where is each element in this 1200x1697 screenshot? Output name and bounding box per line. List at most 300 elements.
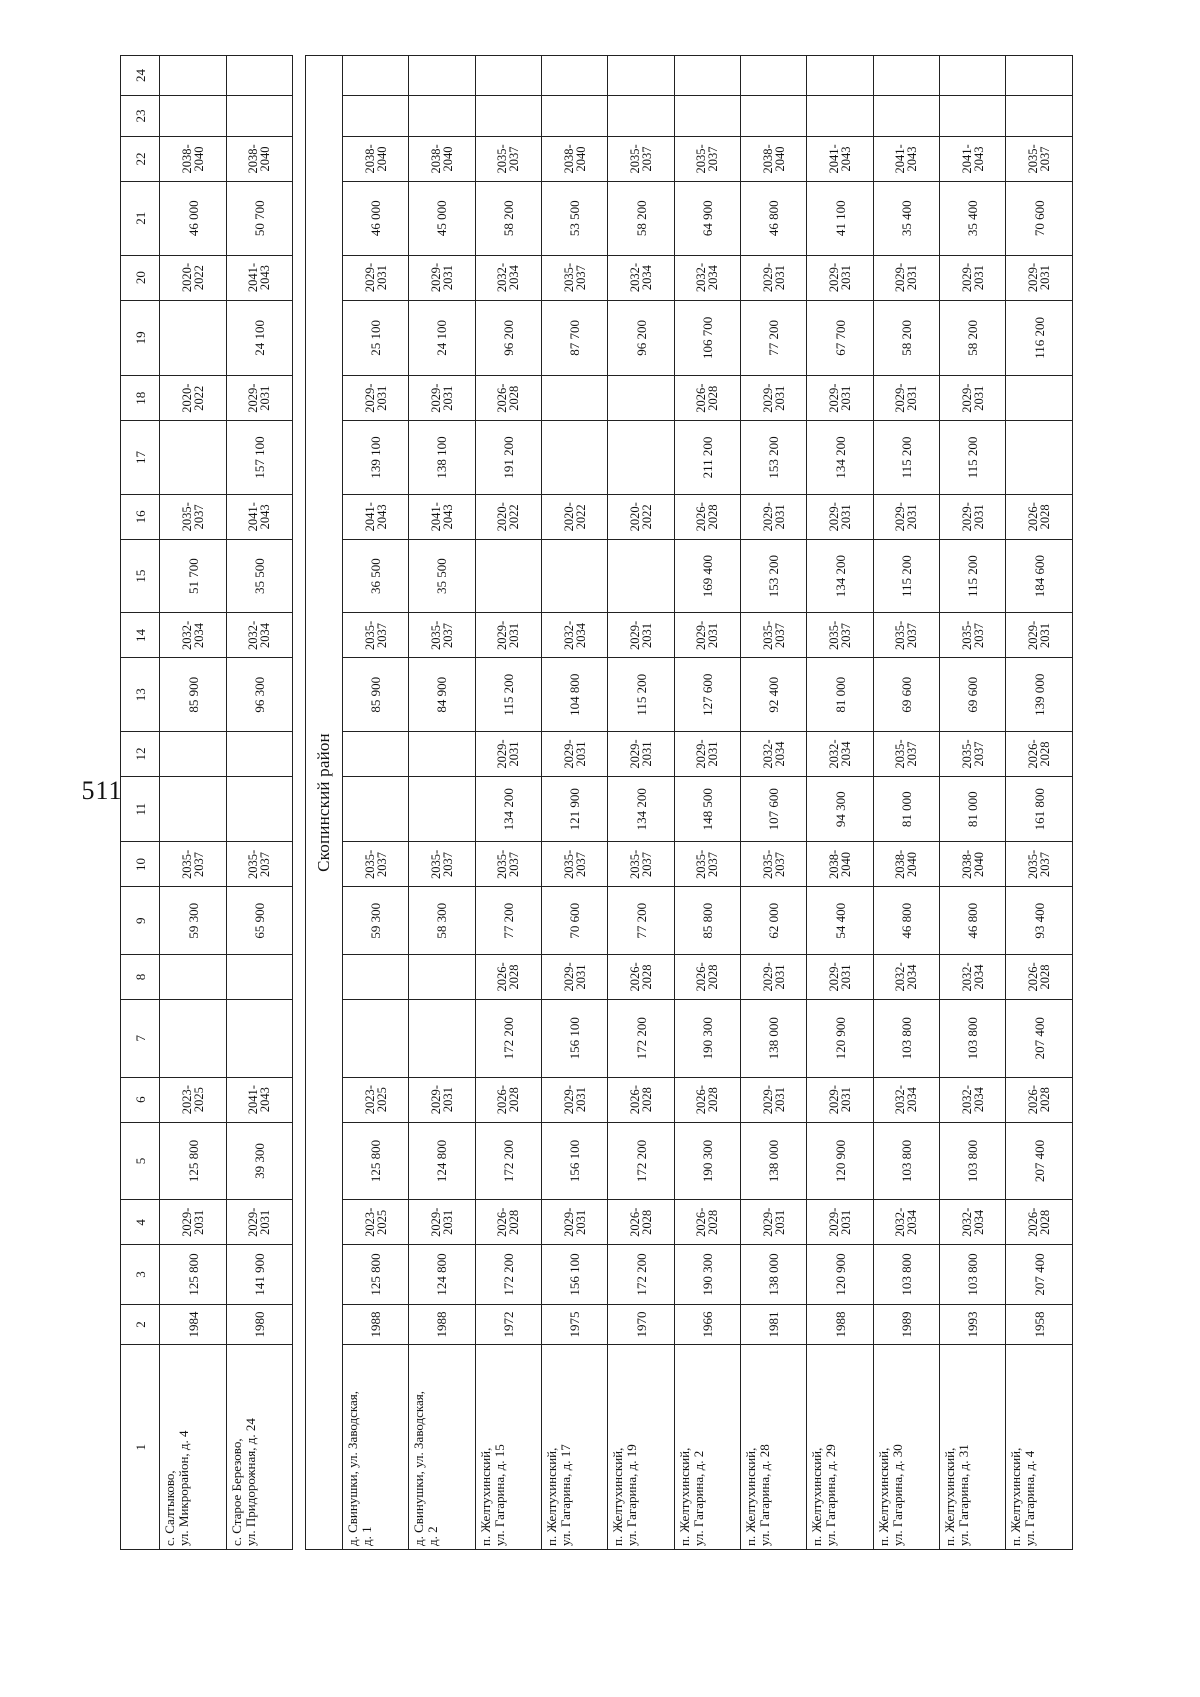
value-cell [160,999,226,1077]
value-cell: 125 800 [342,1245,408,1304]
value-cell: 58 300 [409,887,475,954]
value-cell: 115 200 [940,539,1006,613]
value-cell [608,56,674,96]
value-cell [674,96,740,137]
year-range-cell: 2023- 2025 [160,1077,226,1122]
year-range-cell: 2029- 2031 [541,1200,607,1245]
year-range-cell: 2041- 2043 [940,136,1006,181]
year-range-cell: 2029- 2031 [1006,255,1073,300]
year-range-cell: 2029- 2031 [807,376,873,421]
column-number-cell: 17 [121,421,160,495]
value-cell: 35 500 [226,539,292,613]
value-cell [608,421,674,495]
value-cell: 153 200 [741,539,807,613]
value-cell: 25 100 [342,300,408,376]
value-cell: 45 000 [409,181,475,255]
value-cell: 58 200 [475,181,541,255]
value-cell: 1988 [807,1304,873,1345]
year-range-cell: 2029- 2031 [741,954,807,999]
year-range-cell: 2029- 2031 [807,1200,873,1245]
value-cell: 1988 [342,1304,408,1345]
value-cell: 24 100 [409,300,475,376]
data-table [120,55,1073,1550]
value-cell [409,777,475,842]
value-cell: 50 700 [226,181,292,255]
column-number-cell: 2 [121,1304,160,1345]
year-range-cell: 2035- 2037 [608,136,674,181]
year-range-cell: 2029- 2031 [741,1077,807,1122]
year-range-cell: 2029- 2031 [807,494,873,539]
address-cell: с. Салтыково, ул. Микрорайон, д. 4 [160,1345,226,1550]
table-row [873,56,939,1550]
value-cell [409,56,475,96]
year-range-cell: 2032- 2034 [940,1077,1006,1122]
value-cell: 120 900 [807,1245,873,1304]
value-cell: 85 800 [674,887,740,954]
year-range-cell: 2035- 2037 [873,732,939,777]
value-cell: 148 500 [674,777,740,842]
table-row [741,56,807,1550]
value-cell: 115 200 [475,658,541,732]
value-cell: 172 200 [475,1122,541,1200]
value-cell [160,300,226,376]
year-range-cell: 2035- 2037 [741,842,807,887]
value-cell: 58 200 [608,181,674,255]
value-cell [160,56,226,96]
value-cell: 172 200 [475,1245,541,1304]
year-range-cell: 2032- 2034 [160,613,226,658]
value-cell: 69 600 [873,658,939,732]
address-cell: п. Желтухинский, ул. Гагарина, д. 2 [674,1345,740,1550]
column-number-cell: 13 [121,658,160,732]
table-row [940,56,1006,1550]
value-cell [541,376,607,421]
value-cell [342,999,408,1077]
table-row [1006,56,1073,1550]
value-cell: 77 200 [608,887,674,954]
address-cell: п. Желтухинский, ул. Гагарина, д. 30 [873,1345,939,1550]
value-cell [409,999,475,1077]
year-range-cell: 2026- 2028 [1006,1200,1073,1245]
value-cell [226,954,292,999]
value-cell: 211 200 [674,421,740,495]
year-range-cell: 2026- 2028 [674,1077,740,1122]
year-range-cell: 2041- 2043 [226,255,292,300]
address-cell: п. Желтухинский, ул. Гагарина, д. 28 [741,1345,807,1550]
value-cell: 156 100 [541,999,607,1077]
value-cell: 24 100 [226,300,292,376]
address-cell: с. Старое Березово, ул. Придорожная, д. 24 [226,1345,292,1550]
value-cell: 156 100 [541,1245,607,1304]
value-cell: 172 200 [475,999,541,1077]
year-range-cell: 2038- 2040 [940,842,1006,887]
year-range-cell: 2029- 2031 [608,613,674,658]
year-range-cell: 2029- 2031 [541,1077,607,1122]
value-cell [541,421,607,495]
table-row [608,56,674,1550]
value-cell: 116 200 [1006,300,1073,376]
year-range-cell: 2032- 2034 [940,954,1006,999]
year-range-cell: 2029- 2031 [409,1200,475,1245]
value-cell: 1970 [608,1304,674,1345]
table-row [226,56,292,1550]
year-range-cell: 2020- 2022 [160,376,226,421]
column-number-cell: 8 [121,954,160,999]
value-cell: 41 100 [807,181,873,255]
value-cell: 65 900 [226,887,292,954]
value-cell [608,376,674,421]
value-cell: 62 000 [741,887,807,954]
value-cell: 85 900 [160,658,226,732]
value-cell: 134 200 [807,539,873,613]
year-range-cell: 2029- 2031 [741,494,807,539]
year-range-cell: 2035- 2037 [541,255,607,300]
year-range-cell: 2035- 2037 [1006,136,1073,181]
year-range-cell: 2026- 2028 [1006,732,1073,777]
year-range-cell: 2035- 2037 [342,613,408,658]
value-cell: 46 800 [873,887,939,954]
value-cell: 120 900 [807,999,873,1077]
year-range-cell: 2035- 2037 [940,732,1006,777]
value-cell [160,96,226,137]
value-cell: 138 000 [741,1122,807,1200]
value-cell: 190 300 [674,1122,740,1200]
district-row [305,56,342,1550]
value-cell: 1972 [475,1304,541,1345]
year-range-cell: 2029- 2031 [940,255,1006,300]
value-cell [674,56,740,96]
year-range-cell: 2026- 2028 [1006,494,1073,539]
value-cell: 103 800 [873,999,939,1077]
value-cell: 1958 [1006,1304,1073,1345]
column-number-cell: 4 [121,1200,160,1245]
value-cell [608,539,674,613]
column-number-cell: 7 [121,999,160,1077]
year-range-cell: 2026- 2028 [475,1200,541,1245]
value-cell: 70 600 [1006,181,1073,255]
year-range-cell: 2032- 2034 [541,613,607,658]
value-cell: 156 100 [541,1122,607,1200]
year-range-cell: 2026- 2028 [674,1200,740,1245]
value-cell: 172 200 [608,1122,674,1200]
value-cell: 1989 [873,1304,939,1345]
year-range-cell: 2026- 2028 [475,1077,541,1122]
address-cell: п. Желтухинский, ул. Гагарина, д. 4 [1006,1345,1073,1550]
value-cell: 153 200 [741,421,807,495]
spacer-cell [293,56,305,1550]
year-range-cell: 2035- 2037 [475,136,541,181]
table-row [342,56,408,1550]
address-cell: п. Желтухинский, ул. Гагарина, д. 29 [807,1345,873,1550]
year-range-cell: 2029- 2031 [807,954,873,999]
value-cell: 139 100 [342,421,408,495]
year-range-cell: 2038- 2040 [226,136,292,181]
year-range-cell: 2038- 2040 [160,136,226,181]
value-cell [342,732,408,777]
value-cell [226,732,292,777]
value-cell: 172 200 [608,1245,674,1304]
value-cell: 46 800 [741,181,807,255]
value-cell: 81 000 [807,658,873,732]
rotated-table-container [120,55,1073,1550]
column-number-cell: 24 [121,56,160,96]
value-cell: 161 800 [1006,777,1073,842]
value-cell: 77 200 [741,300,807,376]
value-cell: 94 300 [807,777,873,842]
value-cell: 125 800 [160,1122,226,1200]
document-table-area [120,55,1073,1550]
year-range-cell: 2035- 2037 [1006,842,1073,887]
year-range-cell: 2020- 2022 [160,255,226,300]
table-row [475,56,541,1550]
value-cell: 134 200 [807,421,873,495]
value-cell: 51 700 [160,539,226,613]
address-cell: д. Свинушки, ул. Заводская, д. 2 [409,1345,475,1550]
value-cell [342,777,408,842]
value-cell [940,96,1006,137]
year-range-cell: 2029- 2031 [674,732,740,777]
value-cell: 115 200 [608,658,674,732]
value-cell: 58 200 [873,300,939,376]
value-cell [741,96,807,137]
column-number-cell: 5 [121,1122,160,1200]
column-number-cell: 3 [121,1245,160,1304]
column-number-cell: 9 [121,887,160,954]
value-cell: 103 800 [940,1122,1006,1200]
value-cell: 84 900 [409,658,475,732]
value-cell: 1975 [541,1304,607,1345]
value-cell: 35 400 [873,181,939,255]
value-cell: 104 800 [541,658,607,732]
year-range-cell: 2038- 2040 [541,136,607,181]
value-cell: 125 800 [342,1122,408,1200]
year-range-cell: 2026- 2028 [475,376,541,421]
value-cell: 92 400 [741,658,807,732]
address-cell: п. Желтухинский, ул. Гагарина, д. 31 [940,1345,1006,1550]
value-cell: 103 800 [940,999,1006,1077]
value-cell: 115 200 [873,539,939,613]
value-cell: 138 000 [741,1245,807,1304]
value-cell [873,56,939,96]
year-range-cell: 2026- 2028 [475,954,541,999]
value-cell: 1984 [160,1304,226,1345]
year-range-cell: 2035- 2037 [807,613,873,658]
value-cell: 1993 [940,1304,1006,1345]
year-range-cell: 2029- 2031 [674,613,740,658]
column-number-cell: 14 [121,613,160,658]
value-cell [940,56,1006,96]
column-number-cell: 22 [121,136,160,181]
column-number-cell: 19 [121,300,160,376]
value-cell: 77 200 [475,887,541,954]
address-cell: п. Желтухинский, ул. Гагарина, д. 17 [541,1345,607,1550]
year-range-cell: 2029- 2031 [541,954,607,999]
year-range-cell: 2020- 2022 [475,494,541,539]
value-cell: 207 400 [1006,1122,1073,1200]
value-cell: 81 000 [940,777,1006,842]
year-range-cell: 2032- 2034 [475,255,541,300]
address-cell: д. Свинушки, ул. Заводская, д. 1 [342,1345,408,1550]
year-range-cell: 2032- 2034 [873,1200,939,1245]
value-cell: 53 500 [541,181,607,255]
value-cell [1006,96,1073,137]
value-cell [1006,376,1073,421]
value-cell: 120 900 [807,1122,873,1200]
table-row [674,56,740,1550]
year-range-cell: 2029- 2031 [541,732,607,777]
year-range-cell: 2026- 2028 [608,954,674,999]
year-range-cell: 2020- 2022 [608,494,674,539]
year-range-cell: 2035- 2037 [674,842,740,887]
year-range-cell: 2041- 2043 [409,494,475,539]
year-range-cell: 2038- 2040 [342,136,408,181]
value-cell: 103 800 [873,1122,939,1200]
column-number-cell: 23 [121,96,160,137]
value-cell: 96 300 [226,658,292,732]
year-range-cell: 2035- 2037 [342,842,408,887]
value-cell [1006,56,1073,96]
year-range-cell: 2035- 2037 [940,613,1006,658]
value-cell: 96 200 [475,300,541,376]
year-range-cell: 2029- 2031 [226,1200,292,1245]
year-range-cell: 2038- 2040 [873,842,939,887]
year-range-cell: 2026- 2028 [674,494,740,539]
value-cell: 64 900 [674,181,740,255]
value-cell: 87 700 [541,300,607,376]
value-cell: 125 800 [160,1245,226,1304]
year-range-cell: 2035- 2037 [741,613,807,658]
year-range-cell: 2041- 2043 [226,494,292,539]
year-range-cell: 2035- 2037 [160,842,226,887]
value-cell: 157 100 [226,421,292,495]
year-range-cell: 2029- 2031 [940,494,1006,539]
column-number-header-row [121,56,160,1550]
table-row [807,56,873,1550]
year-range-cell: 2026- 2028 [674,376,740,421]
value-cell: 172 200 [608,999,674,1077]
address-cell: п. Желтухинский, ул. Гагарина, д. 19 [608,1345,674,1550]
value-cell [409,96,475,137]
value-cell: 67 700 [807,300,873,376]
value-cell: 115 200 [873,421,939,495]
value-cell: 107 600 [741,777,807,842]
year-range-cell: 2029- 2031 [940,376,1006,421]
year-range-cell: 2035- 2037 [608,842,674,887]
value-cell: 59 300 [342,887,408,954]
value-cell [807,56,873,96]
year-range-cell: 2029- 2031 [475,732,541,777]
value-cell [342,96,408,137]
value-cell: 54 400 [807,887,873,954]
value-cell [541,539,607,613]
value-cell [409,732,475,777]
year-range-cell: 2035- 2037 [873,613,939,658]
year-range-cell: 2038- 2040 [741,136,807,181]
value-cell: 138 100 [409,421,475,495]
year-range-cell: 2026- 2028 [1006,1077,1073,1122]
table-row [160,56,226,1550]
value-cell [475,96,541,137]
year-range-cell: 2026- 2028 [674,954,740,999]
year-range-cell: 2041- 2043 [807,136,873,181]
value-cell: 207 400 [1006,999,1073,1077]
year-range-cell: 2035- 2037 [409,842,475,887]
value-cell: 106 700 [674,300,740,376]
value-cell [226,96,292,137]
year-range-cell: 2029- 2031 [342,255,408,300]
column-number-cell: 1 [121,1345,160,1550]
value-cell: 134 200 [608,777,674,842]
year-range-cell: 2038- 2040 [807,842,873,887]
year-range-cell: 2029- 2031 [608,732,674,777]
value-cell: 1966 [674,1304,740,1345]
value-cell: 46 000 [342,181,408,255]
year-range-cell: 2035- 2037 [160,494,226,539]
value-cell: 191 200 [475,421,541,495]
value-cell: 139 000 [1006,658,1073,732]
value-cell: 138 000 [741,999,807,1077]
value-cell: 207 400 [1006,1245,1073,1304]
year-range-cell: 2029- 2031 [873,494,939,539]
value-cell [342,954,408,999]
value-cell: 115 200 [940,421,1006,495]
value-cell: 59 300 [160,887,226,954]
value-cell: 141 900 [226,1245,292,1304]
value-cell [873,96,939,137]
year-range-cell: 2029- 2031 [807,1077,873,1122]
year-range-cell: 2023- 2025 [342,1200,408,1245]
year-range-cell: 2041- 2043 [342,494,408,539]
year-range-cell: 2032- 2034 [940,1200,1006,1245]
value-cell [541,56,607,96]
year-range-cell: 2029- 2031 [342,376,408,421]
value-cell: 124 800 [409,1122,475,1200]
year-range-cell: 2029- 2031 [409,1077,475,1122]
value-cell: 46 800 [940,887,1006,954]
value-cell: 70 600 [541,887,607,954]
year-range-cell: 2041- 2043 [226,1077,292,1122]
year-range-cell: 2035- 2037 [409,613,475,658]
year-range-cell: 2029- 2031 [475,613,541,658]
year-range-cell: 2029- 2031 [409,376,475,421]
value-cell: 39 300 [226,1122,292,1200]
value-cell: 69 600 [940,658,1006,732]
column-number-cell: 15 [121,539,160,613]
year-range-cell: 2023- 2025 [342,1077,408,1122]
year-range-cell: 2026- 2028 [1006,954,1073,999]
value-cell [226,777,292,842]
year-range-cell: 2032- 2034 [741,732,807,777]
value-cell: 85 900 [342,658,408,732]
district-title: Скопинский район [305,56,342,1550]
year-range-cell: 2035- 2037 [541,842,607,887]
value-cell: 93 400 [1006,887,1073,954]
year-range-cell: 2029- 2031 [409,255,475,300]
year-range-cell: 2035- 2037 [226,842,292,887]
year-range-cell: 2029- 2031 [873,255,939,300]
year-range-cell: 2020- 2022 [541,494,607,539]
year-range-cell: 2035- 2037 [674,136,740,181]
value-cell: 58 200 [940,300,1006,376]
year-range-cell: 2032- 2034 [674,255,740,300]
year-range-cell: 2035- 2037 [475,842,541,887]
value-cell [608,96,674,137]
value-cell [409,954,475,999]
value-cell [541,96,607,137]
value-cell: 121 900 [541,777,607,842]
column-number-cell: 11 [121,777,160,842]
address-cell: п. Желтухинский, ул. Гагарина, д. 15 [475,1345,541,1550]
